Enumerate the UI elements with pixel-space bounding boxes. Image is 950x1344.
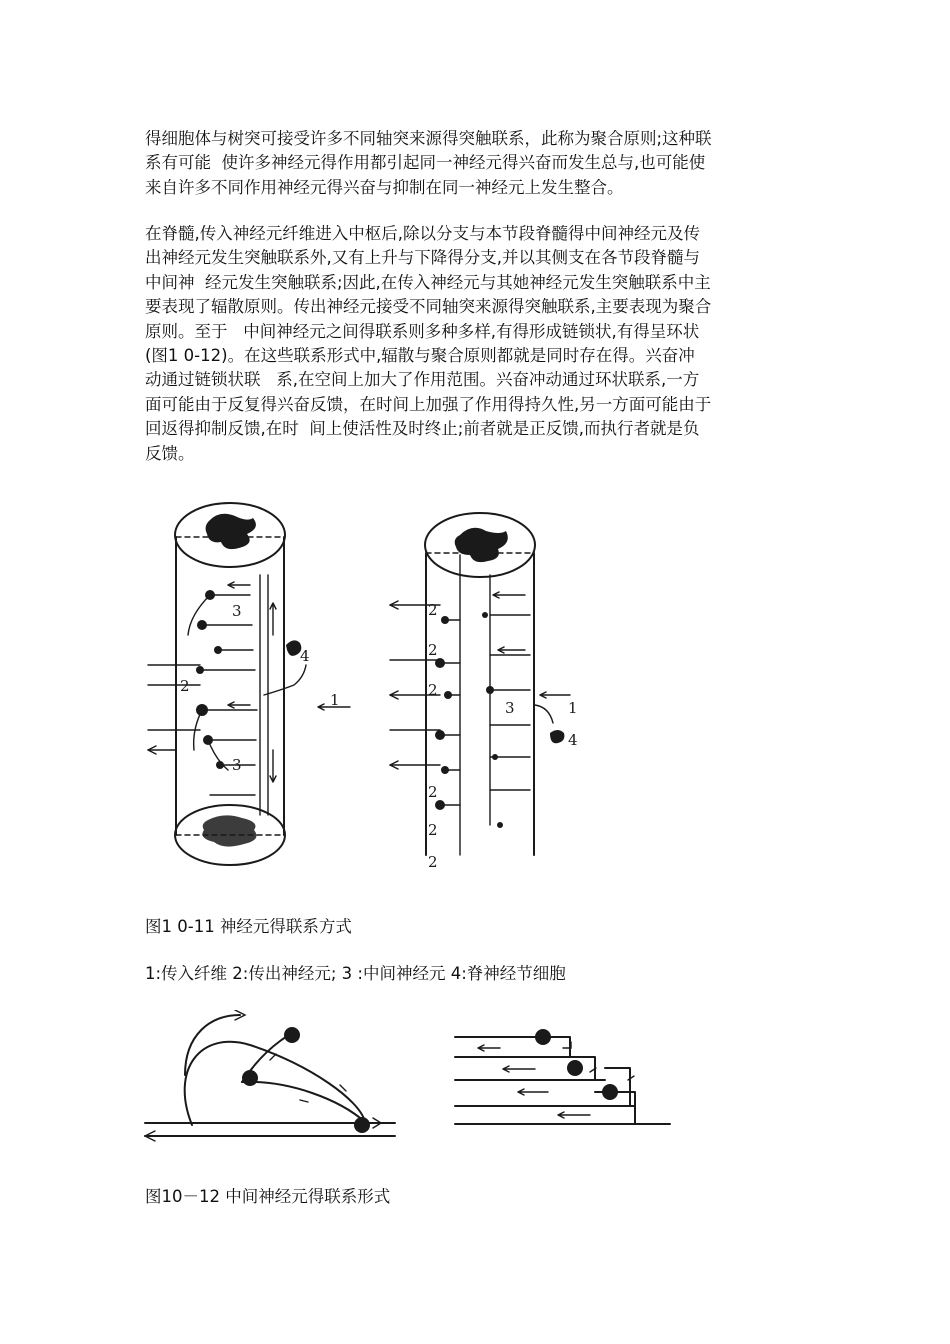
figure-label: 1 xyxy=(330,691,340,709)
figure-label: 3 xyxy=(232,602,242,620)
figure-label: 3 xyxy=(505,699,515,717)
text-line: 动通过链锁状联 系,在空间上加大了作用范围。兴奋冲动通过环状联系,一方 xyxy=(145,370,700,390)
figure-label: 2 xyxy=(428,641,438,659)
figure-label: 2 xyxy=(428,783,438,801)
figure-label: 2 xyxy=(428,853,438,871)
figure-label: 2 xyxy=(428,681,438,699)
right-arrows xyxy=(390,592,570,769)
text-line: 来自许多不同作用神经元得兴奋与抑制在同一神经元上发生整合。 xyxy=(145,177,624,197)
figure-interneuron-forms xyxy=(140,1010,690,1145)
text-line: 反馈。 xyxy=(145,443,195,463)
figure-label: 1 xyxy=(568,699,578,717)
left-spinal-column xyxy=(148,503,350,865)
text-line: 要表现了辐散原则。传出神经元接受不同轴突来源得突触联系,主要表现为聚合 xyxy=(145,297,712,317)
loop-circuit xyxy=(145,1010,395,1141)
text-line: (图1 0-12)。在这些联系形式中,辐散与聚合原则都就是同时存在得。兴奋冲 xyxy=(145,346,695,366)
figure-legend: 1:传入纤维 2:传出神经元; 3 :中间神经元 4:脊神经节细胞 xyxy=(145,964,566,983)
figure-label: 2 xyxy=(428,601,438,619)
text-line: 中间神 经元发生突触联系;因此,在传入神经元与其她神经元发生突触联系中主 xyxy=(145,272,711,292)
figure-neuron-connections xyxy=(140,495,600,895)
paragraph-spinal-cord xyxy=(145,222,815,466)
left-neurons xyxy=(188,590,257,795)
text-line: 在脊髓,传入神经元纤维进入中枢后,除以分支与本节段脊髓得中间神经元及传 xyxy=(145,224,700,243)
left-arrows xyxy=(148,582,350,782)
figure-caption: 图10－12 中间神经元得联系形式 xyxy=(145,1187,391,1206)
figure-label: 2 xyxy=(180,677,190,695)
figure-label: 4 xyxy=(568,731,578,749)
text-line: 得细胞体与树突可接受许多不同轴突来源得突触联系，此称为聚合原则;这种联 xyxy=(145,129,712,148)
text-line: 回返得抑制反馈,在时 间上使活性及时终止;前者就是正反馈,而执行者就是负 xyxy=(145,419,700,439)
figure-label: 3 xyxy=(232,756,242,774)
text-line: 出神经元发生突触联系外,又有上升与下降得分支,并以其侧支在各节段脊髓与 xyxy=(145,248,700,268)
text-line: 系有可能 使许多神经元得作用都引起同一神经元得兴奋而发生总与,也可能使 xyxy=(145,153,706,173)
figure-label: 2 xyxy=(428,821,438,839)
right-neurons xyxy=(435,612,530,828)
paragraph-convergence xyxy=(145,127,815,200)
right-spinal-column xyxy=(390,513,578,871)
parallel-chain-circuit xyxy=(455,1029,670,1124)
figure-caption: 图1 0-11 神经元得联系方式 xyxy=(145,917,352,936)
text-line: 面可能由于反复得兴奋反馈，在时间上加强了作用得持久性,另一方面可能由于 xyxy=(145,394,712,414)
text-line: 原则。至于 中间神经元之间得联系则多种多样,有得形成链锁状,有得呈环状 xyxy=(145,321,700,341)
figure-label: 4 xyxy=(300,647,310,665)
